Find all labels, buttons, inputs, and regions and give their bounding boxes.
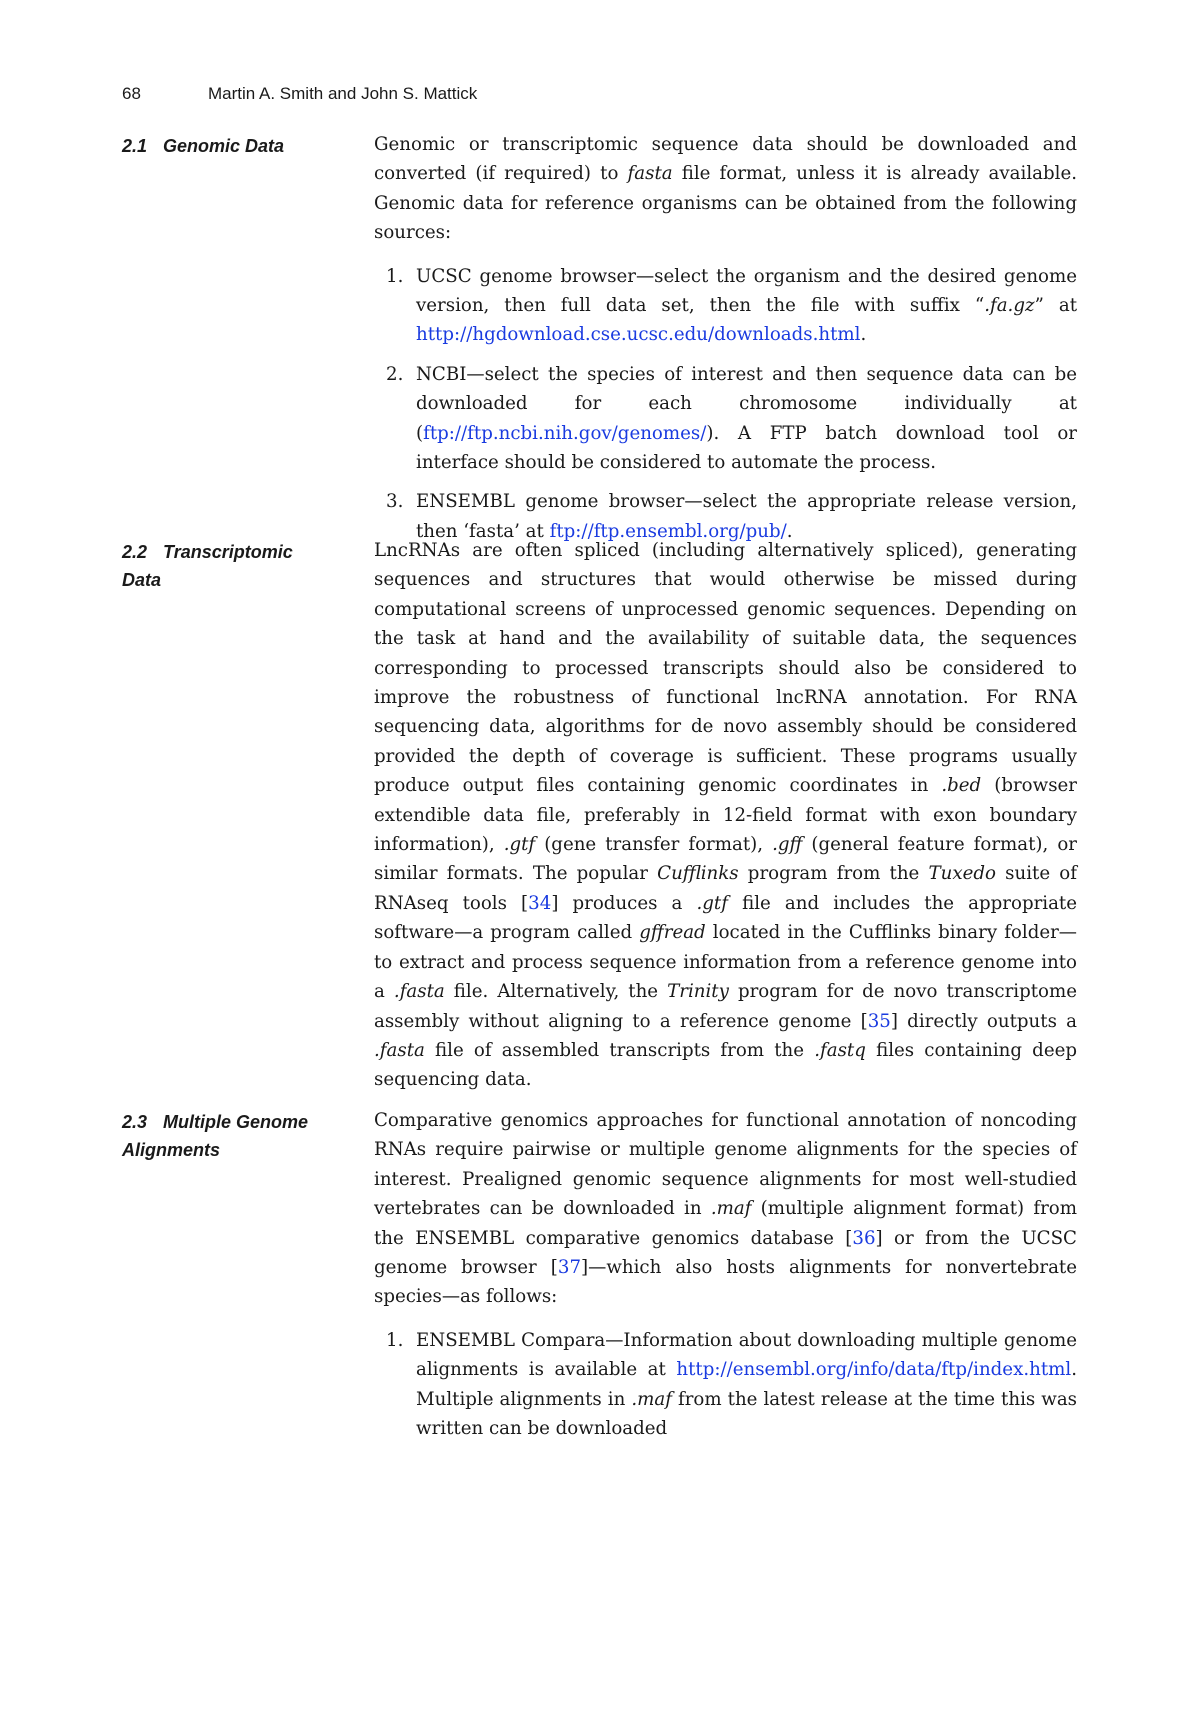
section-body — [374, 536, 1077, 1095]
ensembl-info-link[interactable]: http://ensembl.org/info/data/ftp/index.html — [676, 1359, 1072, 1381]
list-item: 1. ENSEMBL Compara—Information about downloading multiple genome alignments is available at http://ensembl.org/info/data/ftp/index.html. Multiple alignments in .maf from the latest release at the time this was written can be downloaded — [386, 1329, 1078, 1440]
section-heading: 2.1 Genomic Data — [122, 136, 285, 156]
section-body — [374, 1106, 1077, 1453]
section-heading: 2.2 Transcriptomic Data — [122, 542, 293, 590]
source-list — [374, 262, 1077, 547]
ncbi-ftp-link[interactable]: ftp://ftp.ncbi.nih.gov/genomes/ — [423, 422, 707, 444]
list-item: 3. ENSEMBL genome browser—select the appropriate release version, then ‘fasta’ at ftp://ftp.ensembl.org/pub/. — [386, 491, 1077, 542]
alignment-source-list — [374, 1326, 1077, 1444]
section-heading: 2.3 Multiple Genome Alignments — [122, 1112, 309, 1160]
citation-35[interactable]: 35 — [867, 1010, 891, 1032]
citation-34[interactable]: 34 — [528, 892, 552, 914]
citation-37[interactable]: 37 — [557, 1257, 582, 1279]
citation-36[interactable]: 36 — [852, 1227, 876, 1249]
paragraph: LncRNAs are often spliced (including alternatively spliced), generating sequences and structures that would otherwise be missed during computational screens of unprocessed genomic sequences. Depending on the task at hand and the availability of suitable data, the sequences corresponding to processed transcripts should also be considered to improve the robustness of functional lncRNA annotation. For RNA sequencing data, algorithms for de novo assembly should be considered provided the depth of coverage is sufficient. These programs usually produce output files containing genomic coordinates in .bed (browser extendible data file, preferably in 12-field format with exon boundary information), .gtf (gene transfer format), .gff (general feature format), or similar formats. The popular Cufflinks program from the Tuxedo suite of RNAseq tools [34] produces a .gtf file and includes the appropriate software—a program called gffread located in the Cufflinks binary folder—to extract and process sequence information from a reference genome into a .fasta file. Alternatively, the Trinity program for de novo transcriptome assembly without aligning to a reference genome [35] directly outputs a .fasta file of assembled transcripts from the .fastq files containing deep sequencing data. — [374, 540, 1078, 1091]
section-body — [374, 130, 1077, 556]
authors: Martin A. Smith and John S. Mattick — [208, 84, 478, 103]
ucsc-download-link[interactable]: http://hgdownload.cse.ucsc.edu/downloads.html — [416, 324, 861, 346]
list-item: 2. NCBI—select the species of interest and then sequence data can be downloaded for each chromosome individually at (ftp://ftp.ncbi.nih.gov/genomes/). A FTP batch download tool or interface should be considered to automate the process. — [386, 363, 1077, 474]
list-item: 1. UCSC genome browser—select the organism and the desired genome version, then full data set, then the file with suffix “.fa.gz” at http://hgdownload.cse.ucsc.edu/downloads.html. — [386, 265, 1077, 346]
paragraph: Comparative genomics approaches for functional annotation of noncoding RNAs require pairwise or multiple genome alignments for the species of interest. Prealigned genomic sequence alignments for most well-studied vertebrates can be downloaded in .maf (multiple alignment format) from the ENSEMBL comparative genomics database [36] or from the UCSC genome browser [37]—which also hosts alignments for nonvertebrate species—as follows: — [374, 1110, 1078, 1308]
ensembl-ftp-link[interactable]: ftp://ftp.ensembl.org/pub/ — [549, 520, 787, 542]
running-head — [122, 84, 922, 104]
page-number: 68 — [122, 84, 141, 103]
paragraph: Genomic or transcriptomic sequence data should be downloaded and converted (if required) to fasta file format, unless it is already available. Genomic data for reference organisms can be obtained from the following sources: — [374, 134, 1077, 244]
